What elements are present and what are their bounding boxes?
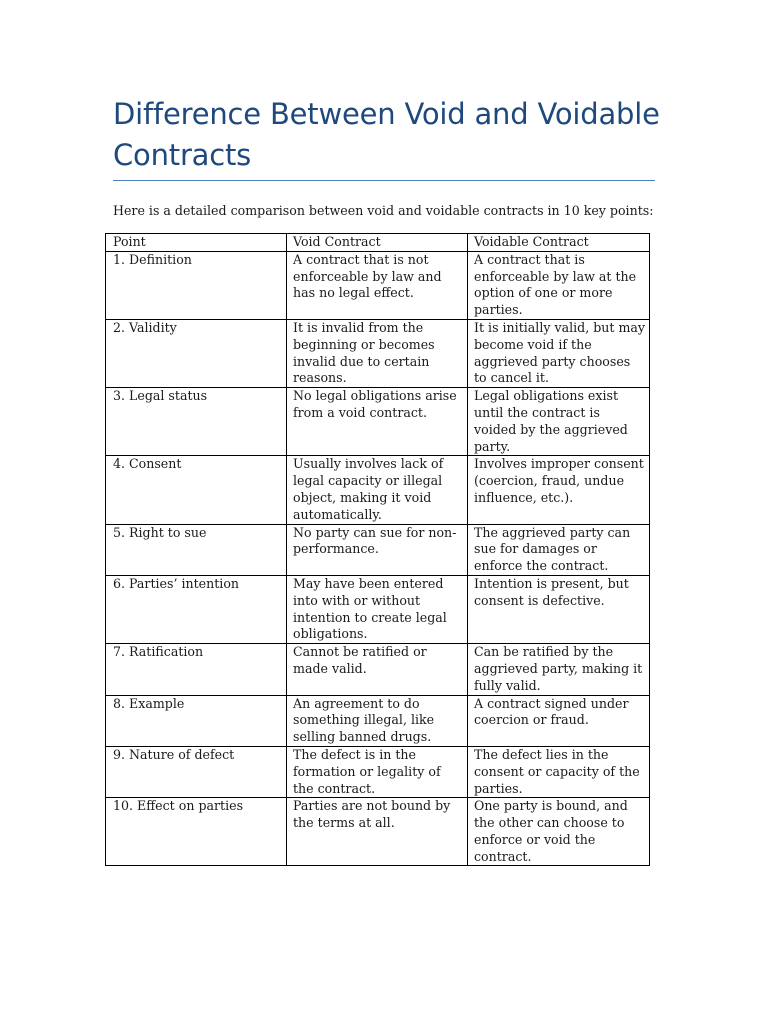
cell-voidable: A contract that is enforceable by law at the option of one or more parties.: [468, 251, 650, 319]
cell-void: It is invalid from the beginning or becomes invalid due to certain reasons.: [287, 319, 468, 387]
cell-point: 1. Definition: [106, 251, 287, 319]
cell-voidable: It is initially valid, but may become void if the aggrieved party chooses to cancel it.: [468, 319, 650, 387]
cell-point: 7. Ratification: [106, 644, 287, 695]
cell-void: Parties are not bound by the terms at all.: [287, 798, 468, 866]
cell-point: 2. Validity: [106, 319, 287, 387]
document-title: Difference Between Void and Voidable Contracts: [113, 97, 660, 172]
cell-void: No party can sue for non-performance.: [287, 524, 468, 575]
cell-voidable: A contract signed under coercion or fraud.: [468, 695, 650, 746]
cell-voidable: Involves improper consent (coercion, fraud, undue influence, etc.).: [468, 456, 650, 524]
table-header-row: [106, 234, 650, 252]
table-row: [106, 319, 650, 387]
table-row: [106, 746, 650, 797]
cell-void: No legal obligations arise from a void contract.: [287, 388, 468, 456]
cell-voidable: One party is bound, and the other can choose to enforce or void the contract.: [468, 798, 650, 866]
table-row: [106, 695, 650, 746]
cell-voidable: Intention is present, but consent is defective.: [468, 575, 650, 643]
intro-paragraph: Here is a detailed comparison between void and voidable contracts in 10 key points:: [113, 203, 654, 218]
cell-void: Usually involves lack of legal capacity or illegal object, making it void automatically.: [287, 456, 468, 524]
cell-voidable: Can be ratified by the aggrieved party, making it fully valid.: [468, 644, 650, 695]
table-row: [106, 251, 650, 319]
cell-voidable: The aggrieved party can sue for damages or enforce the contract.: [468, 524, 650, 575]
header-point: Point: [106, 234, 287, 252]
cell-point: 5. Right to sue: [106, 524, 287, 575]
cell-voidable: The defect lies in the consent or capacity of the parties.: [468, 746, 650, 797]
cell-void: An agreement to do something illegal, like selling banned drugs.: [287, 695, 468, 746]
table-row: [106, 798, 650, 866]
table-row: [106, 644, 650, 695]
cell-point: 4. Consent: [106, 456, 287, 524]
table-row: [106, 575, 650, 643]
comparison-table: [105, 233, 650, 866]
table-row: [106, 524, 650, 575]
header-voidable-contract: Voidable Contract: [468, 234, 650, 252]
cell-point: 6. Parties’ intention: [106, 575, 287, 643]
title-underline-rule: [113, 180, 655, 181]
cell-point: 3. Legal status: [106, 388, 287, 456]
cell-point: 8. Example: [106, 695, 287, 746]
cell-void: May have been entered into with or without intention to create legal obligations.: [287, 575, 468, 643]
table-row: [106, 456, 650, 524]
cell-void: A contract that is not enforceable by law and has no legal effect.: [287, 251, 468, 319]
cell-point: 10. Effect on parties: [106, 798, 287, 866]
header-void-contract: Void Contract: [287, 234, 468, 252]
table-row: [106, 388, 650, 456]
cell-point: 9. Nature of defect: [106, 746, 287, 797]
cell-void: The defect is in the formation or legality of the contract.: [287, 746, 468, 797]
cell-void: Cannot be ratified or made valid.: [287, 644, 468, 695]
cell-voidable: Legal obligations exist until the contract is voided by the aggrieved party.: [468, 388, 650, 456]
